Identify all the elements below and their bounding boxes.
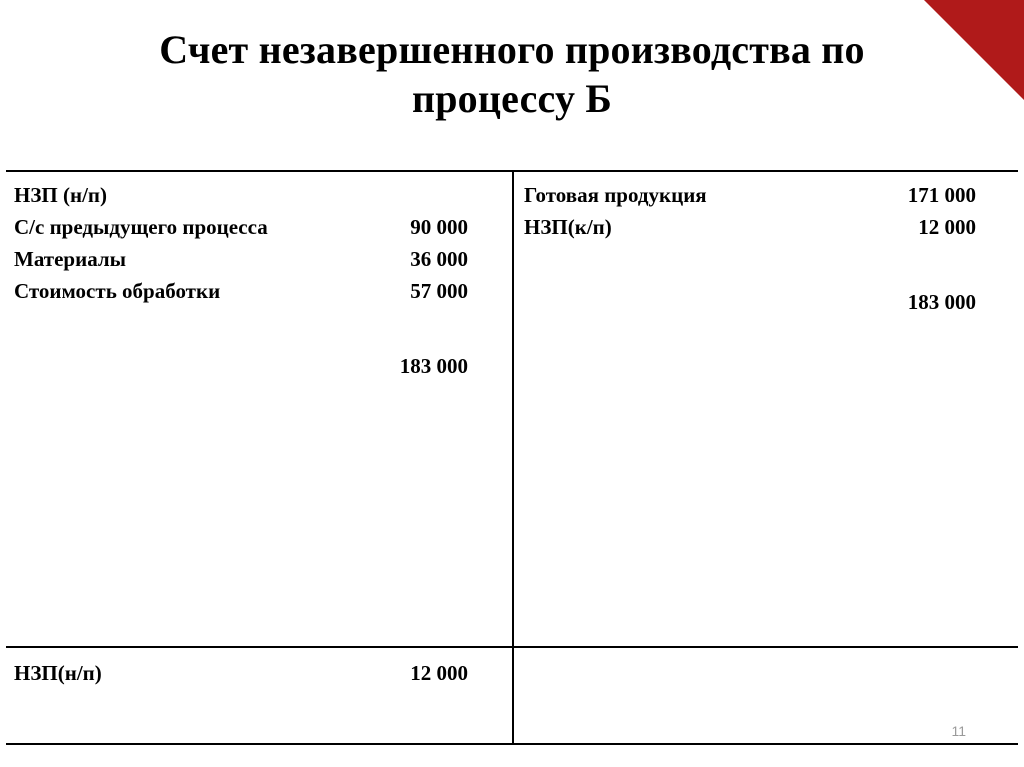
page-title: Счет незавершенного производства по процессу Б	[159, 27, 865, 121]
debit-row-label: Стоимость обработки	[14, 278, 221, 303]
debit-row-value: 57 000	[410, 278, 468, 303]
slide-number: 11	[951, 723, 966, 739]
table-row	[14, 658, 468, 690]
t-account-debit-footer	[6, 648, 512, 747]
table-row	[14, 244, 468, 276]
debit-footer-label: НЗП(н/п)	[14, 661, 102, 685]
credit-row-value: 12 000	[918, 214, 976, 239]
t-account-credit-footer	[514, 648, 1018, 747]
table-row	[14, 212, 468, 244]
table-row	[14, 276, 468, 308]
debit-header-label: НЗП (н/п)	[14, 183, 108, 207]
credit-row-label: Готовая продукция	[524, 183, 707, 207]
t-account-debit-side	[6, 172, 512, 646]
debit-total: 183 000	[399, 353, 468, 378]
debit-row-label: С/с предыдущего процесса	[14, 214, 268, 239]
credit-total: 183 000	[907, 289, 976, 314]
credit-row-label: НЗП(к/п)	[524, 214, 612, 239]
table-row	[524, 212, 976, 244]
debit-footer-value: 12 000	[410, 661, 468, 685]
debit-header-row	[14, 180, 468, 212]
debit-row-value: 90 000	[410, 214, 468, 239]
credit-row-value: 171 000	[907, 183, 976, 207]
t-account-credit-side	[514, 172, 1020, 646]
t-account-table	[6, 170, 1018, 745]
debit-row-value: 36 000	[410, 246, 468, 271]
debit-row-label: Материалы	[14, 246, 127, 271]
table-row	[524, 180, 976, 212]
